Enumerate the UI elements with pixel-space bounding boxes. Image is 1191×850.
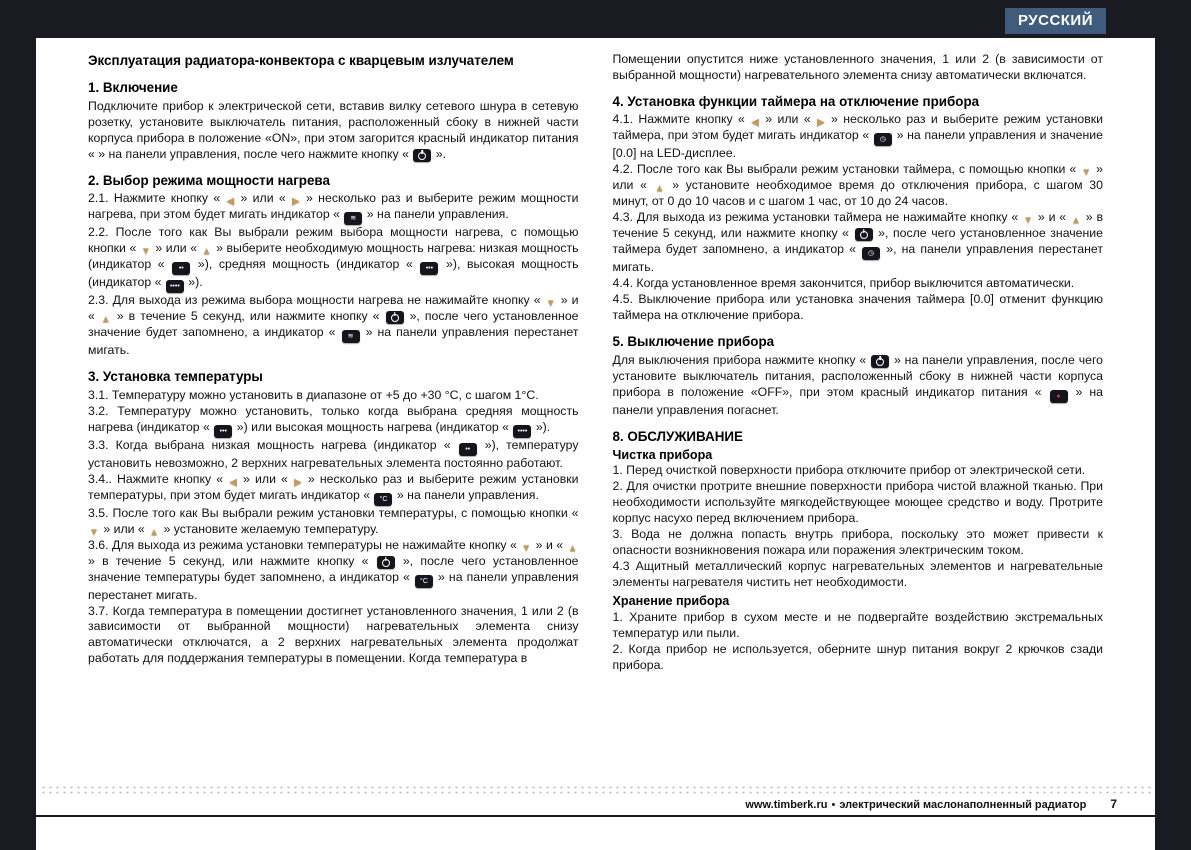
- paragraph: 2.1. Нажмите кнопку « ◀ » или « ▶ » несколько раз и выберите режим мощности нагрева, при этом будет мигать индикатор « ≋ » на панели управления.: [88, 191, 579, 225]
- paragraph: 1. Перед очисткой поверхности прибора отключите прибор от электрической сети.: [612, 463, 1086, 478]
- left-column: [88, 52, 579, 784]
- ind-high-icon: ••••: [513, 425, 531, 438]
- ind-low-icon: ••: [459, 443, 477, 456]
- paragraph: 3.4.. Нажмите кнопку « ◀ » или « ▶ » несколько раз и выберите режим установки температуры, при этом будет мигать индикатор « °C » на панели управления.: [88, 472, 579, 506]
- section-heading: 3. Установка температуры: [88, 369, 263, 385]
- right-edge-band: [1155, 0, 1191, 850]
- left-edge-band: [0, 0, 36, 850]
- paragraph: 4.4. Когда установленное время закончится, прибор выключится автоматически.: [612, 276, 1075, 291]
- paragraph: 4.1. Нажмите кнопку « ◀ » или « ▶ » несколько раз и выберите режим установки таймера, при этом будет мигать индикатор « ◷ » на панели управления и значение [0.0] на LED-дисплее.: [612, 112, 1103, 161]
- footer-separator: •: [831, 799, 836, 811]
- paragraph: 4.5. Выключение прибора или установка значения таймера [0.0] отменит функцию таймера на отключение прибора.: [612, 292, 1103, 323]
- btn-power-icon: [413, 149, 431, 162]
- ind-temp-icon: °C: [415, 575, 433, 588]
- footer-description: электрический маслонаполненный радиатор: [839, 799, 1087, 811]
- paragraph: 3.7. Когда температура в помещении достигнет установленного значения, 1 или 2 (в зависимости от выбранной мощности) нагревательных элемента снизу автоматически отключатся, а 2 верхних нагревательных элемента продолжат работать для поддержания температуры в помещении. Когда температура в: [88, 603, 579, 666]
- paragraph: 4.3 Ащитный металлический корпус нагревательных элементов и нагревательные элементы нагревателя чистить нет необходимости.: [612, 559, 1103, 590]
- ind-med-icon: •••: [420, 262, 438, 275]
- paragraph: 3.2. Температуру можно установить, только когда выбрана средняя мощность нагрева (индикатор « ••• ») или высокая мощность нагрева (индикатор « •••• »).: [88, 404, 579, 438]
- btn-up-icon: ▲: [100, 314, 111, 326]
- dotted-separator: [40, 785, 1151, 796]
- btn-power-icon: [386, 311, 404, 324]
- btn-down-icon: ▼: [140, 246, 151, 258]
- btn-up-icon: ▲: [654, 183, 665, 195]
- page-number: 7: [1110, 797, 1117, 811]
- paragraph: Помещении опустится ниже установленного значения, 1 или 2 (в зависимости от выбранной мощности) нагревательного элемента снизу автоматически включатся.: [612, 52, 1103, 82]
- ind-high-icon: ••••: [166, 280, 184, 293]
- ind-timer-icon: ◷: [874, 133, 892, 146]
- section-heading: 5. Выключение прибора: [612, 334, 775, 350]
- ind-timer-icon: ◷: [862, 247, 880, 260]
- btn-power-icon: [871, 355, 889, 368]
- ind-power-icon: ●: [1050, 390, 1068, 403]
- paragraph: Для выключения прибора нажмите кнопку « » на панели управления, после чего установите выключатель питания, расположенный сбоку в нижней части корпуса прибора в положение «OFF», при этом красный индикатор питания « ● » на панели управления погаснет.: [612, 352, 1103, 417]
- btn-down-icon: ▼: [1023, 215, 1034, 227]
- btn-left-icon: ◀: [226, 196, 235, 208]
- paragraph: 2. Для очистки протрите внешние поверхности прибора чистой влажной тканью. При необходимости используйте мягкодействующее моющее средство и воду. Протрите корпус насухо перед включением прибора.: [612, 479, 1103, 526]
- ind-mode-icon: ≋: [344, 212, 362, 225]
- paragraph: 2. Когда прибор не используется, оберните шнур питания вокруг 2 крючков сзади прибора.: [612, 641, 1103, 672]
- btn-power-icon: [377, 556, 395, 569]
- right-column: [613, 52, 1104, 784]
- paragraph: 3.3. Когда выбрана низкая мощность нагрева (индикатор « •• »), температуру установить невозможно, 2 верхних нагревательных элемента постоянно работают.: [88, 437, 579, 470]
- btn-right-icon: ▶: [816, 117, 825, 129]
- page-footer: [36, 797, 1155, 817]
- page-title: Эксплуатация радиатора-конвектора с кварцевым излучателем: [88, 53, 514, 68]
- btn-up-icon: ▲: [201, 246, 212, 258]
- btn-left-icon: ◀: [229, 476, 237, 488]
- ind-med-icon: •••: [214, 425, 232, 438]
- paragraph: 3.5. После того как Вы выбрали режим установки температуры, с помощью кнопки « ▼ » или « ▲ » установите желаемую температуру.: [88, 505, 579, 538]
- paragraph: 2.3. Для выхода из режима выбора мощности нагрева не нажимайте кнопку « ▼ » и « ▲ » в течение 5 секунд, или нажмите кнопку « », после чего установленное значение будет запомнено, а индикатор « ≋ » на панели управления перестанет мигать.: [88, 293, 579, 358]
- paragraph: 3. Вода не должна попасть внутрь прибора, поскольку это может привести к опасности возникновения пожара или поражения электрическим током.: [612, 527, 1103, 558]
- btn-left-icon: ◀: [751, 117, 759, 129]
- ind-mode-icon: ≋: [342, 330, 360, 343]
- section-heading: 1. Включение: [88, 80, 178, 96]
- paragraph: 2.2. После того как Вы выбрали режим выбора мощности нагрева, с помощью кнопки « ▼ » или « ▲ » выберите необходимую мощность нагрева: низкая мощность (индикатор « •• »), средняя мощность (индикатор « ••• »), высокая мощность (индикатор « •••• »).: [88, 225, 579, 293]
- section-heading: 2. Выбор режима мощности нагрева: [88, 172, 330, 188]
- btn-down-icon: ▼: [89, 526, 99, 538]
- ind-low-icon: ••: [172, 262, 190, 275]
- paragraph: 3.1. Температуру можно установить в диапазоне от +5 до +30 °C, с шагом 1°C.: [88, 387, 539, 402]
- language-label: РУССКИЙ: [1005, 8, 1106, 34]
- btn-down-icon: ▼: [545, 298, 556, 310]
- paragraph: 3.6. Для выхода из режима установки температуры не нажимайте кнопку « ▼ » и « ▲ » в течение 5 секунд, или нажмите кнопку « », после чего установленное значение температуры будет запомнено, а индикатор « °C » на панели управления перестанет мигать.: [88, 537, 579, 602]
- sub-heading: Хранение прибора: [612, 594, 730, 609]
- paragraph: 1. Храните прибор в сухом месте и не подвергайте воздействию экстремальных температур или пыли.: [612, 609, 1103, 640]
- section-heading: 4. Установка функции таймера на отключение прибора: [612, 93, 980, 109]
- paragraph: Подключите прибор к электрической сети, вставив вилку сетевого шнура в сетевую розетку, установите выключатель питания, расположенный сбоку в нижней части корпуса прибора в положение «ON», при этом загорится красный индикатор питания « » на панели управления, после чего нажмите кнопку « ».: [88, 98, 579, 161]
- section-heading: 8. ОБСЛУЖИВАНИЕ: [612, 428, 743, 444]
- paragraph: 4.3. Для выхода из режима установки таймера не нажимайте кнопку « ▼ » и « ▲ » в течение 5 секунд, или нажмите кнопку « », после чего установленное значение таймера будет запомнено, а индикатор « ◷ », на панели управления перестанет мигать.: [612, 210, 1103, 275]
- page-content: [88, 52, 1103, 784]
- footer-website: www.timberk.ru: [745, 799, 828, 811]
- btn-right-icon: ▶: [294, 476, 302, 488]
- btn-up-icon: ▲: [149, 526, 160, 538]
- btn-down-icon: ▼: [521, 542, 532, 554]
- sub-heading: Чистка прибора: [612, 448, 713, 463]
- btn-right-icon: ▶: [292, 196, 300, 208]
- ind-temp-icon: °C: [374, 493, 392, 506]
- btn-power-icon: [855, 228, 873, 241]
- top-band: [0, 0, 1191, 38]
- btn-up-icon: ▲: [567, 542, 578, 554]
- btn-up-icon: ▲: [1071, 215, 1081, 227]
- btn-down-icon: ▼: [1081, 167, 1092, 179]
- paragraph: 4.2. После того как Вы выбрали режим установки таймера, с помощью кнопки « ▼ » или « ▲ » установите необходимое время до отключения прибора, с шагом 30 минут, от 0 до 10 часов и с шагом 1 час, от 10 до 24 часов.: [612, 162, 1103, 209]
